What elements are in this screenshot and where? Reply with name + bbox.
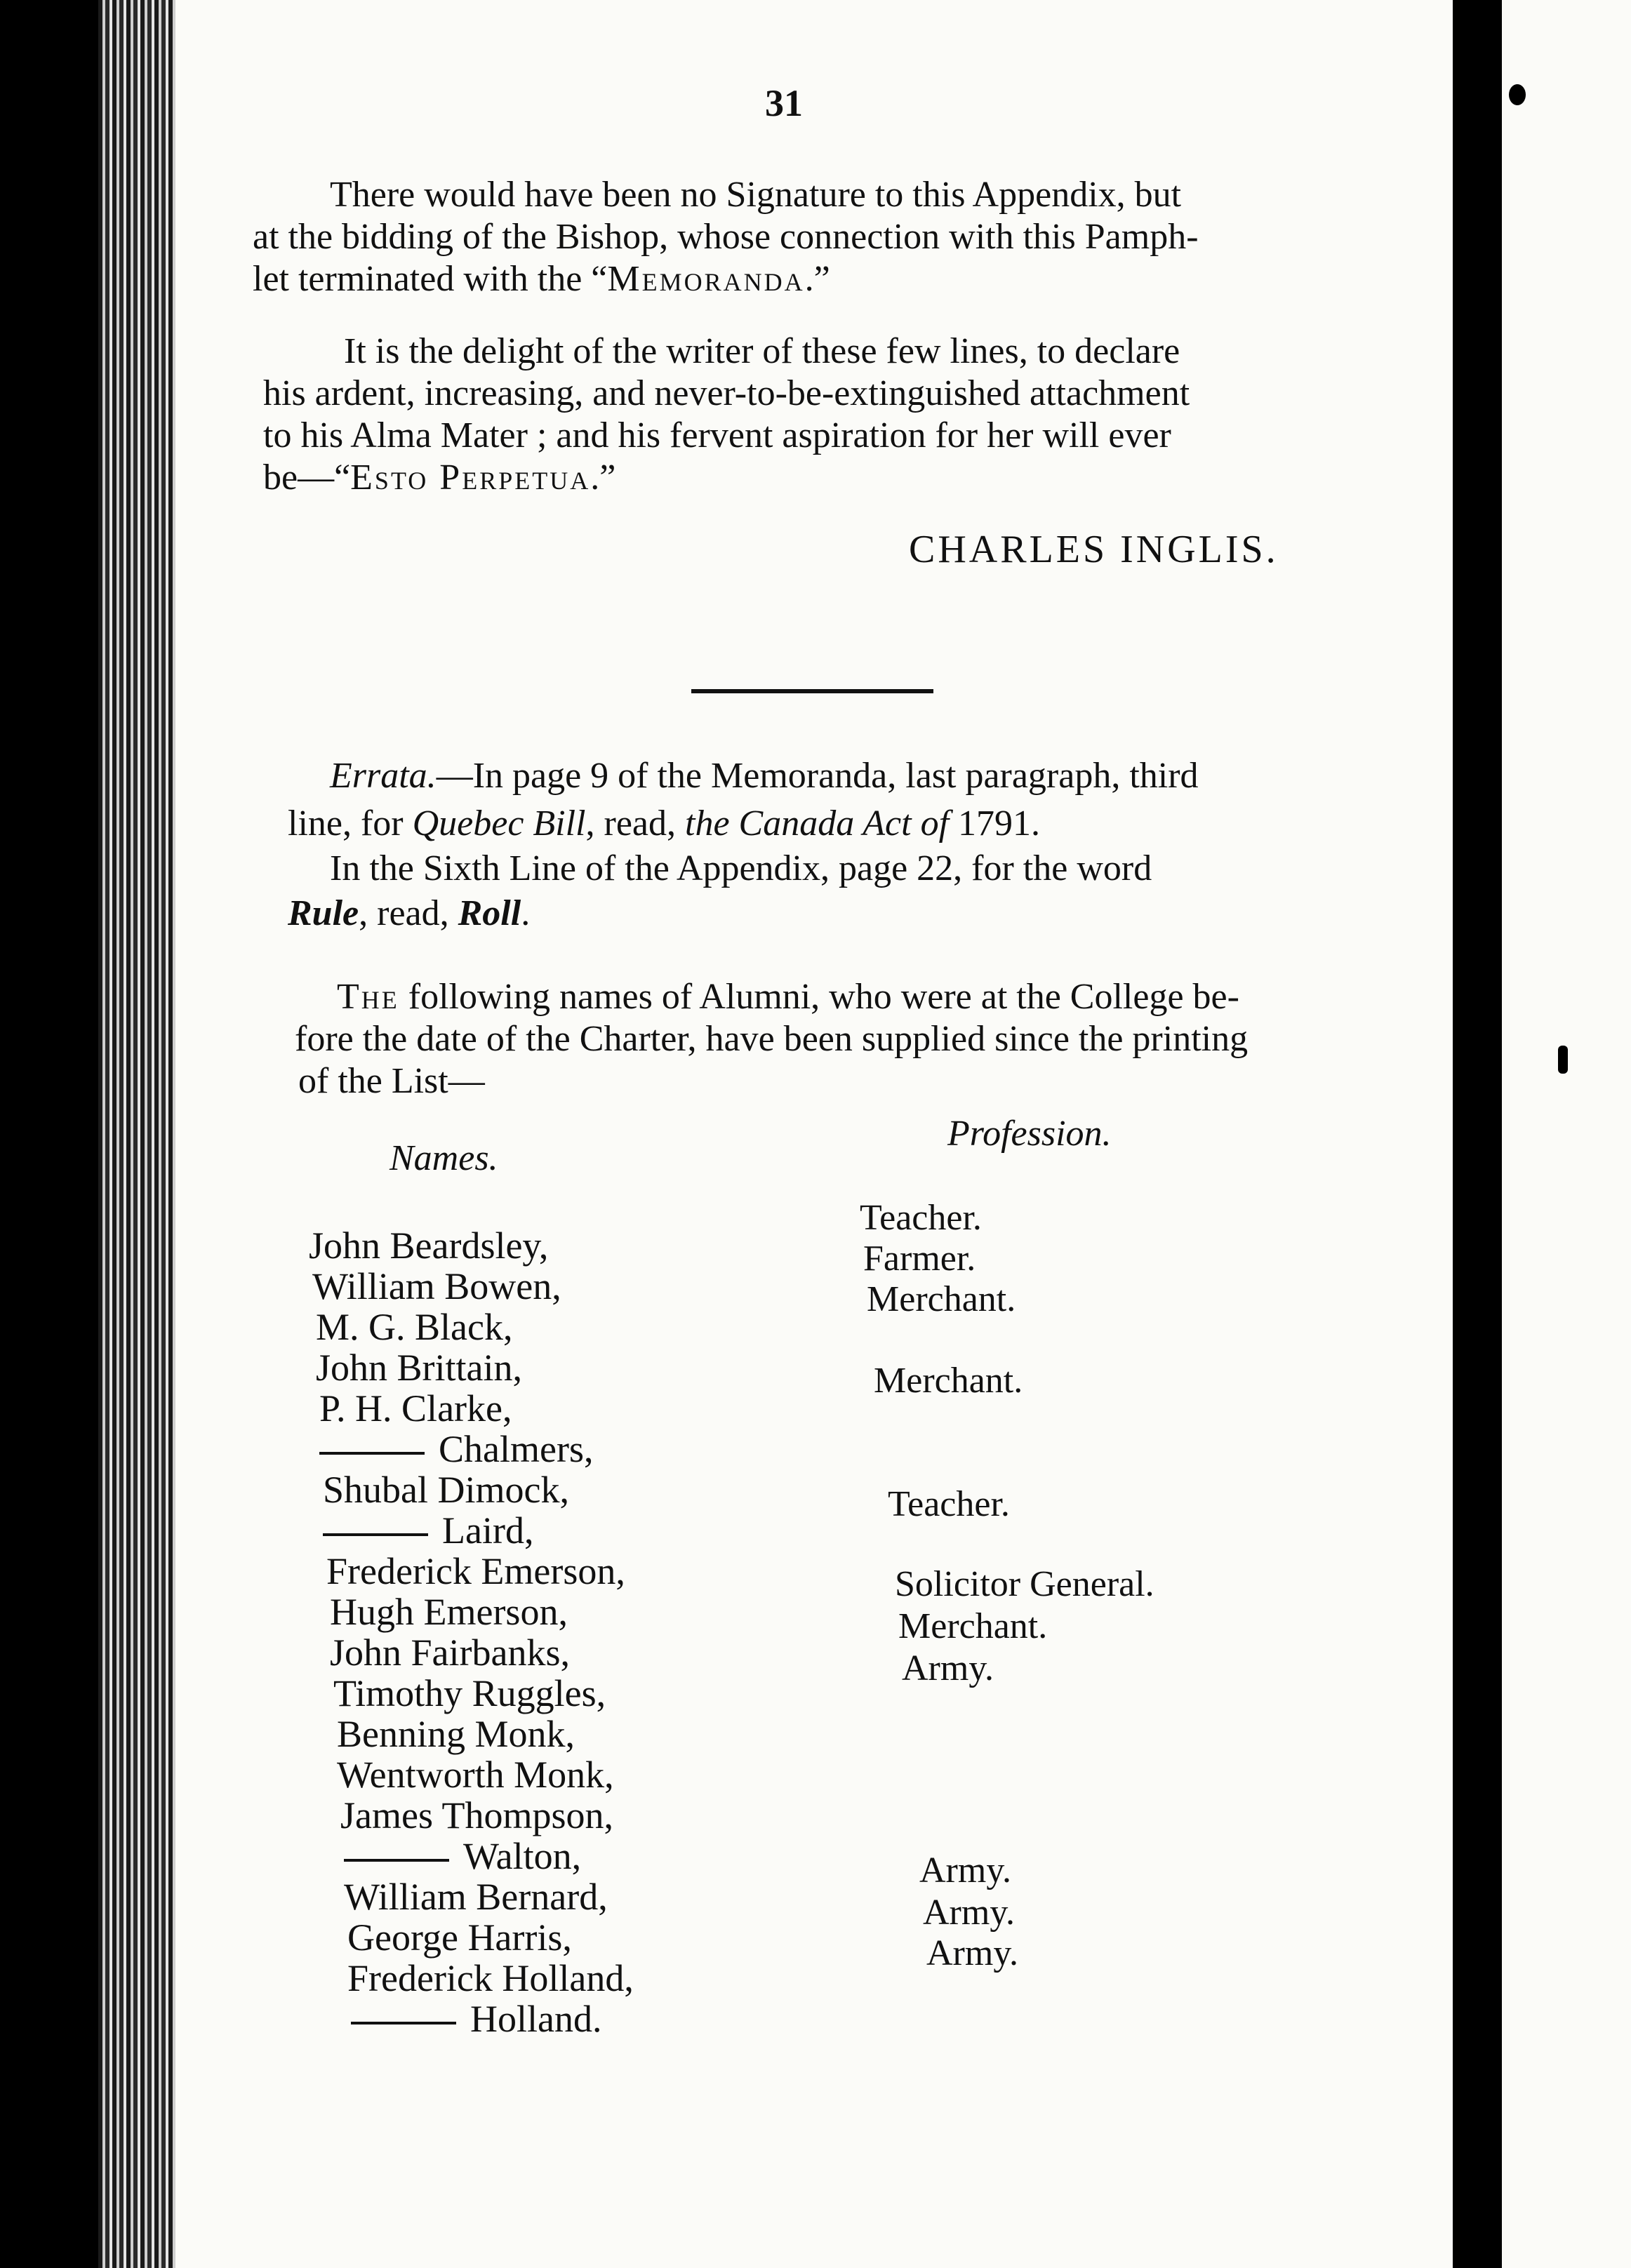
errata-canada-act: the Canada Act of [685,803,950,843]
delight-line-4 [263,460,615,496]
alumni-name: John Beardsley, [309,1225,549,1267]
errata-line-1-text: —In page 9 of the Memoranda, last paragraph, third [436,756,1199,796]
page-number: 31 [765,82,803,124]
scan-left-border [0,0,105,2268]
alumni-name: James Thompson, [340,1794,613,1836]
alumni-name: William Bernard, [344,1876,608,1918]
errata-rule-word: Rule [288,893,359,933]
delight-line-4-end: .” [590,458,616,498]
appendix-note-line-3-end: .” [804,259,830,299]
scan-right-gutter [1453,0,1631,2268]
alumni-profession: Solicitor General. [895,1564,1154,1604]
errata-line-2 [288,803,1041,843]
alumni-profession: Army. [902,1648,994,1688]
alumni-profession: Army. [919,1850,1011,1890]
alumni-name-row [351,2000,601,2038]
alumni-name: Wentworth Monk, [337,1754,614,1796]
errata-line-1 [330,758,1199,794]
alumni-name: M. G. Black, [316,1306,513,1348]
book-page-edges [98,0,182,2268]
alumni-intro-line-1 [337,979,1239,1015]
alumni-name: P. H. Clarke, [319,1387,512,1429]
delight-line-1: It is the delight of the writer of these few lines, to declare [344,331,1180,371]
name-dash [319,1452,425,1455]
names-column-heading: Names. [390,1138,498,1178]
memoranda-small-caps: Memoranda [607,259,805,299]
profession-column-heading: Profession. [947,1114,1112,1154]
errata-line-4 [288,895,530,932]
name-dash [351,2022,456,2024]
alumni-profession: Merchant. [867,1279,1016,1319]
alumni-name: Holland. [470,1998,602,2040]
signature: CHARLES INGLIS. [909,528,1279,571]
alumni-name: Frederick Holland, [347,1957,634,1999]
appendix-note-line-3-text: let terminated with the “ [253,259,608,299]
appendix-note-line-3 [253,261,830,298]
errata-line-2-e: 1791. [949,803,1041,843]
alumni-name: Benning Monk, [337,1713,575,1755]
alumni-intro-line-2: fore the date of the Charter, have been supplied since the printing [295,1019,1249,1059]
alumni-name: Frederick Emerson, [326,1550,625,1592]
alumni-name: John Brittain, [316,1347,522,1389]
alumni-profession: Teacher. [888,1484,1010,1524]
name-dash [323,1533,428,1536]
alumni-name: Chalmers, [439,1428,594,1470]
alumni-name-row [323,1509,534,1552]
alumni-name: Walton, [463,1835,582,1877]
alumni-name: Shubal Dimock, [323,1469,569,1511]
alumni-profession: Merchant. [874,1361,1023,1401]
alumni-name: Hugh Emerson, [330,1591,568,1633]
appendix-note-line-2: at the bidding of the Bishop, whose connection with this Pamph- [253,217,1199,257]
alumni-name: George Harris, [347,1916,572,1959]
alumni-name: Laird, [442,1509,534,1552]
alumni-name: William Bowen, [312,1265,561,1307]
errata-line-2-a: line, for [288,803,413,843]
alumni-name: John Fairbanks, [330,1632,570,1674]
errata-label: Errata. [330,756,437,796]
alumni-profession: Army. [923,1893,1015,1933]
delight-line-2: his ardent, increasing, and never-to-be-extinguished attachment [263,373,1190,413]
gutter-shadow [1453,0,1502,2268]
appendix-note-line-1: There would have been no Signature to this Appendix, but [330,175,1182,215]
ink-speck [1509,84,1526,105]
delight-line-3: to his Alma Mater ; and his fervent aspiration for her will ever [263,415,1171,455]
delight-line-4-text: be—“ [263,458,351,498]
alumni-name-row [319,1430,593,1468]
esto-perpetua-small-caps: Esto Perpetua [350,458,591,498]
alumni-name: Timothy Ruggles, [333,1672,606,1714]
alumni-intro-the: The [337,977,399,1017]
errata-quebec-bill: Quebec Bill [412,803,586,843]
alumni-profession: Farmer. [863,1239,976,1279]
section-divider [691,689,933,693]
alumni-intro-line-3: of the List— [298,1061,485,1101]
errata-line-4-d: . [521,893,531,933]
alumni-intro-line-1-text: following names of Alumni, who were at the College be- [399,977,1239,1017]
errata-line-3: In the Sixth Line of the Appendix, page 22, for the word [330,848,1152,888]
alumni-profession: Army. [926,1933,1018,1973]
alumni-profession: Teacher. [860,1198,982,1238]
name-dash [344,1859,449,1862]
alumni-profession: Merchant. [898,1606,1048,1646]
ink-mark [1558,1046,1568,1074]
errata-line-4-b: , read, [359,893,458,933]
errata-line-2-c: , read, [585,803,685,843]
alumni-name-row [344,1837,581,1875]
errata-roll-word: Roll [458,893,521,933]
